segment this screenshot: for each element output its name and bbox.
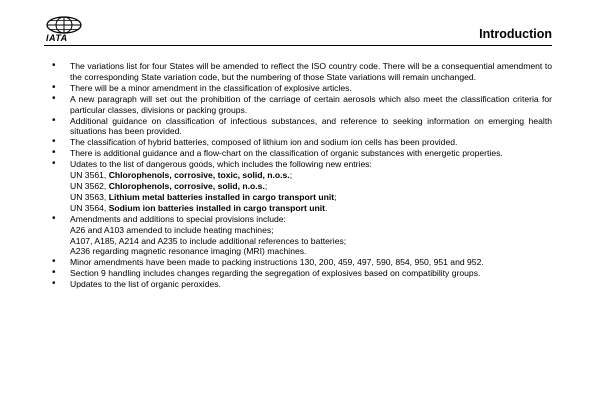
un-entry: UN 3564, Sodium ion batteries installed in cargo transport unit. (70, 202, 328, 213)
iata-logo (44, 16, 84, 44)
provision-line: A107, A185, A214 and A235 to include additional references to batteries; (70, 235, 347, 246)
list-item: • Additional guidance on classification of infectious substances, and reference to seeking information on emerging health situations has been provided. (52, 116, 552, 138)
page-header (44, 16, 552, 44)
list-item: • Section 9 handling includes changes regarding the segregation of explosives based on compatibility groups. (52, 268, 552, 279)
list-item: • Amendments and additions to special provisions include: A26 and A103 amended to include heating machines; A107, A185, A214 and A235 to include additional references to batteries; A236 regarding magnetic resonance imaging (MRI) machines. (52, 214, 552, 258)
list-item: • There will be a minor amendment in the classification of explosive articles. (52, 83, 552, 94)
globe-logo-icon (44, 16, 84, 34)
logo-wordmark: IATA (46, 33, 68, 43)
list-item: • Minor amendments have been made to packing instructions 130, 200, 459, 497, 590, 854, 950, 951 and 952. (52, 257, 552, 268)
list-item: • The variations list for four States will be amended to reflect the ISO country code. There will be a consequential amendment to the corresponding State variation code, but the numbering of those State variations will remain unchanged. (52, 61, 552, 83)
un-entry: UN 3561, Chlorophenols, corrosive, toxic, solid, n.o.s.; (70, 170, 293, 181)
list-item: • A new paragraph will set out the prohibition of the carriage of certain aerosols which also meet the classification criteria for particular classes, divisions or packing groups. (52, 94, 552, 116)
section-title: Introduction (479, 27, 552, 41)
list-item: • There is additional guidance and a flow-chart on the classification of organic substances with energetic properties. (52, 148, 552, 159)
provision-line: A236 regarding magnetic resonance imaging (MRI) machines. (70, 246, 307, 257)
header-divider (44, 45, 552, 46)
list-item: • Updates to the list of organic peroxides. (52, 279, 552, 290)
list-item: • Udates to the list of dangerous goods, which includes the following new entries: UN 3561, Chlorophenols, corrosive, toxic, solid, n.o.s.; UN 3562, Chlorophenols, corrosive, solid, n.o.s.; UN 3563, Lithium metal batteries installed in cargo transport unit; UN 3564, Sodium ion batteries installed in cargo transport unit. (52, 159, 552, 214)
un-entry: UN 3562, Chlorophenols, corrosive, solid, n.o.s.; (70, 180, 268, 191)
bullet-list (52, 61, 552, 290)
un-entry: UN 3563, Lithium metal batteries installed in cargo transport unit; (70, 191, 337, 202)
list-item: • The classification of hybrid batteries, composed of lithium ion and sodium ion cells has been provided. (52, 137, 552, 148)
provision-line: A26 and A103 amended to include heating machines; (70, 224, 274, 235)
